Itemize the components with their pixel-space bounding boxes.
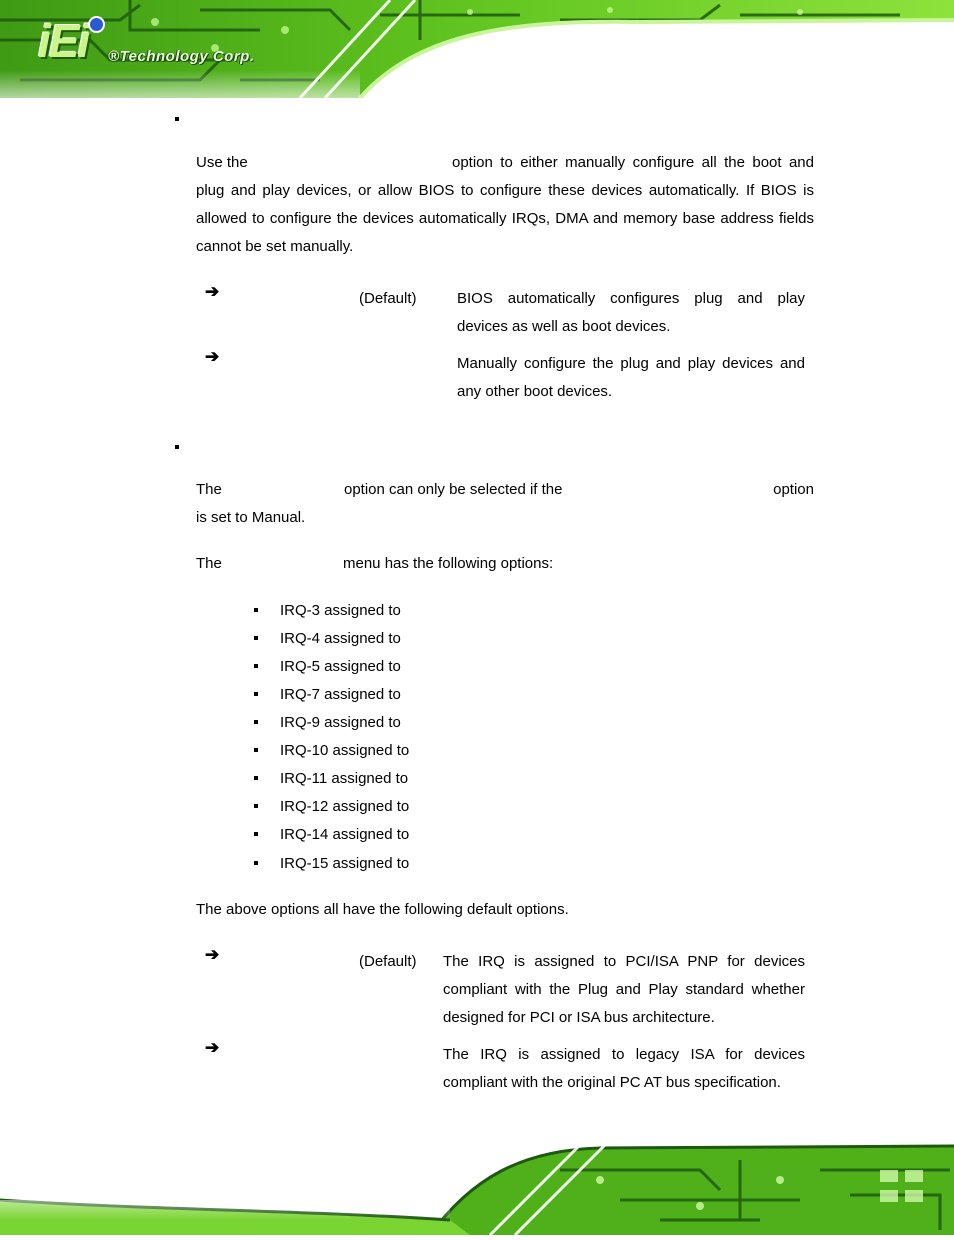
list-item: IRQ-9 assigned to bbox=[280, 714, 401, 731]
paragraph-line1-tail: option to either manually configure all the boot and bbox=[452, 154, 814, 171]
paragraph-word-the: The bbox=[196, 555, 222, 572]
paragraph-word-the: The bbox=[196, 481, 222, 498]
list-item: IRQ-15 assigned to bbox=[280, 855, 410, 872]
right-arrow-icon: ➔ bbox=[205, 347, 220, 366]
paragraph-middle: option can only be selected if the bbox=[344, 481, 563, 498]
section2-paragraph2 bbox=[196, 550, 814, 578]
list-item: IRQ-5 assigned to bbox=[280, 658, 401, 675]
default-tag: (Default) bbox=[359, 290, 417, 307]
paragraph-lead: Use the bbox=[196, 154, 248, 171]
logo-dot-icon bbox=[88, 16, 105, 33]
list-bullet-icon bbox=[254, 692, 258, 696]
list-item: IRQ-14 assigned to bbox=[280, 826, 410, 843]
section-marker-square-icon bbox=[175, 117, 179, 121]
paragraph-rest: menu has the following options: bbox=[343, 555, 554, 572]
default-tag: (Default) bbox=[359, 953, 417, 970]
list-item: IRQ-7 assigned to bbox=[280, 686, 401, 703]
option-description: Manually configure the plug and play devices and any other boot devices. bbox=[457, 355, 805, 400]
logo-subtitle: ®Technology Corp. bbox=[108, 48, 255, 65]
page-header bbox=[0, 0, 954, 98]
page-footer bbox=[0, 1140, 954, 1235]
list-item: IRQ-11 assigned to bbox=[280, 770, 409, 787]
list-bullet-icon bbox=[254, 720, 258, 724]
right-arrow-icon: ➔ bbox=[205, 282, 220, 301]
option-description: The IRQ is assigned to PCI/ISA PNP for devices compliant with the Plug and Play standard whether designed for PCI or ISA bus architecture. bbox=[443, 953, 805, 1026]
section2-paragraph1 bbox=[196, 476, 814, 532]
list-item: IRQ-3 assigned to bbox=[280, 602, 401, 619]
right-arrow-icon: ➔ bbox=[205, 1038, 220, 1057]
list-bullet-icon bbox=[254, 664, 258, 668]
paragraph-body: plug and play devices, or allow BIOS to configure these devices automatically. If BIOS is allowed to configure the devices automatically IRQs, DMA and memory base address fields cannot be set manually. bbox=[196, 182, 814, 255]
paragraph-word-option: option bbox=[773, 481, 814, 498]
right-arrow-icon: ➔ bbox=[205, 945, 220, 964]
list-bullet-icon bbox=[254, 804, 258, 808]
list-bullet-icon bbox=[254, 748, 258, 752]
list-bullet-icon bbox=[254, 636, 258, 640]
logo-mark: iEi bbox=[38, 15, 89, 67]
list-item: IRQ-4 assigned to bbox=[280, 630, 401, 647]
section-marker-square-icon bbox=[175, 445, 179, 449]
list-bullet-icon bbox=[254, 608, 258, 612]
list-bullet-icon bbox=[254, 776, 258, 780]
section1-paragraph bbox=[196, 149, 814, 261]
list-item: IRQ-10 assigned to bbox=[280, 742, 410, 759]
option-description: BIOS automatically configures plug and play devices as well as boot devices. bbox=[457, 290, 805, 335]
paragraph-end: is set to Manual. bbox=[196, 509, 306, 526]
list-bullet-icon bbox=[254, 861, 258, 865]
circuit-board-footer bbox=[0, 1140, 954, 1235]
defaults-intro: The above options all have the following default options. bbox=[196, 901, 569, 918]
list-item: IRQ-12 assigned to bbox=[280, 798, 410, 815]
option-description: The IRQ is assigned to legacy ISA for devices compliant with the original PC AT bus specification. bbox=[443, 1046, 805, 1091]
list-bullet-icon bbox=[254, 832, 258, 836]
